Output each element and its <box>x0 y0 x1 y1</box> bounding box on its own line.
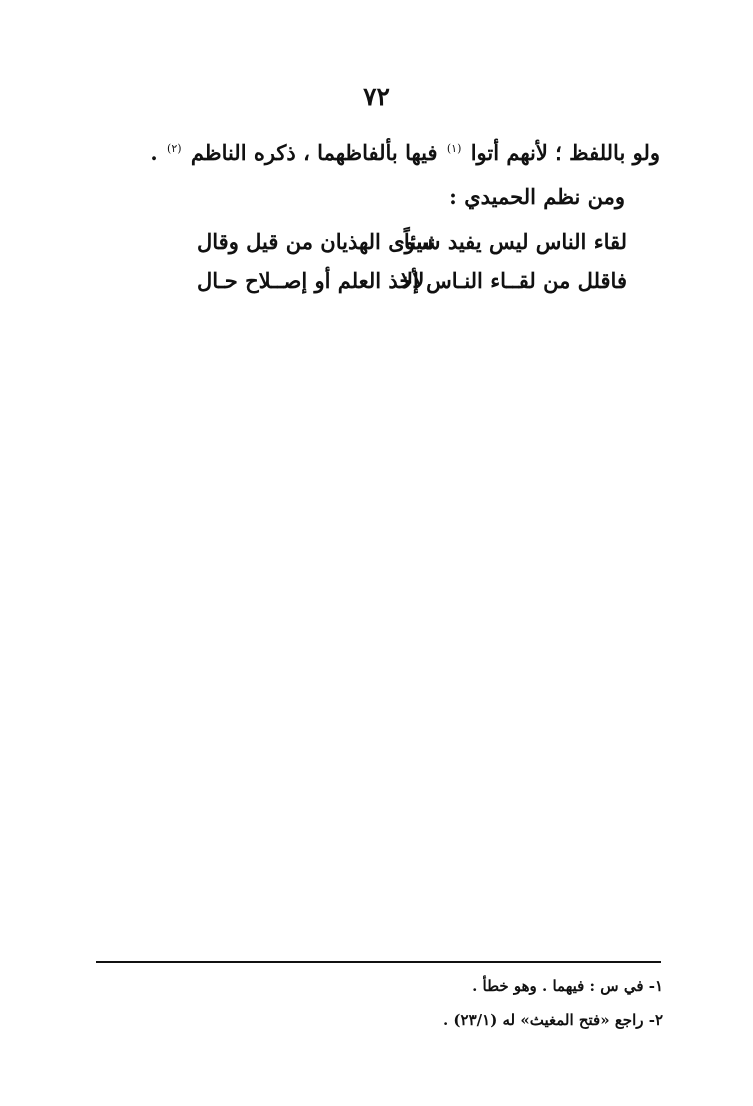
paragraph-text-end: . <box>150 140 158 165</box>
verse-first-hemistich: فاقلل من لقــاء النـاس إلا <box>401 268 627 293</box>
footnote-1: ١- في س : فيهما . وهو خطأ . <box>472 977 663 995</box>
page-number: ٧٢ <box>363 82 390 111</box>
footnote-divider <box>96 961 661 963</box>
paragraph-text-start: ولو باللفظ ؛ لأنهم أتوا <box>470 140 660 165</box>
footnote-2: ٢- راجع «فتح المغيث» له (٢٣/١) . <box>442 1011 663 1029</box>
footnote-marker-1: (١) <box>446 142 462 155</box>
verse-second-hemistich: لأخذ العلم أو إصــلاح حـال <box>197 268 425 293</box>
paragraph-line <box>150 140 660 165</box>
verse-first-hemistich: لقاء الناس ليس يفيد شيئاً <box>403 229 627 254</box>
footnote-marker-2: (٢) <box>167 142 182 155</box>
verse-intro: ومن نظم الحميدي : <box>449 184 625 209</box>
paragraph-text-middle: فيها بألفاظهما ، ذكره الناظم <box>190 140 438 165</box>
verse-second-hemistich: سوى الهذيان من قيل وقال <box>197 229 434 254</box>
